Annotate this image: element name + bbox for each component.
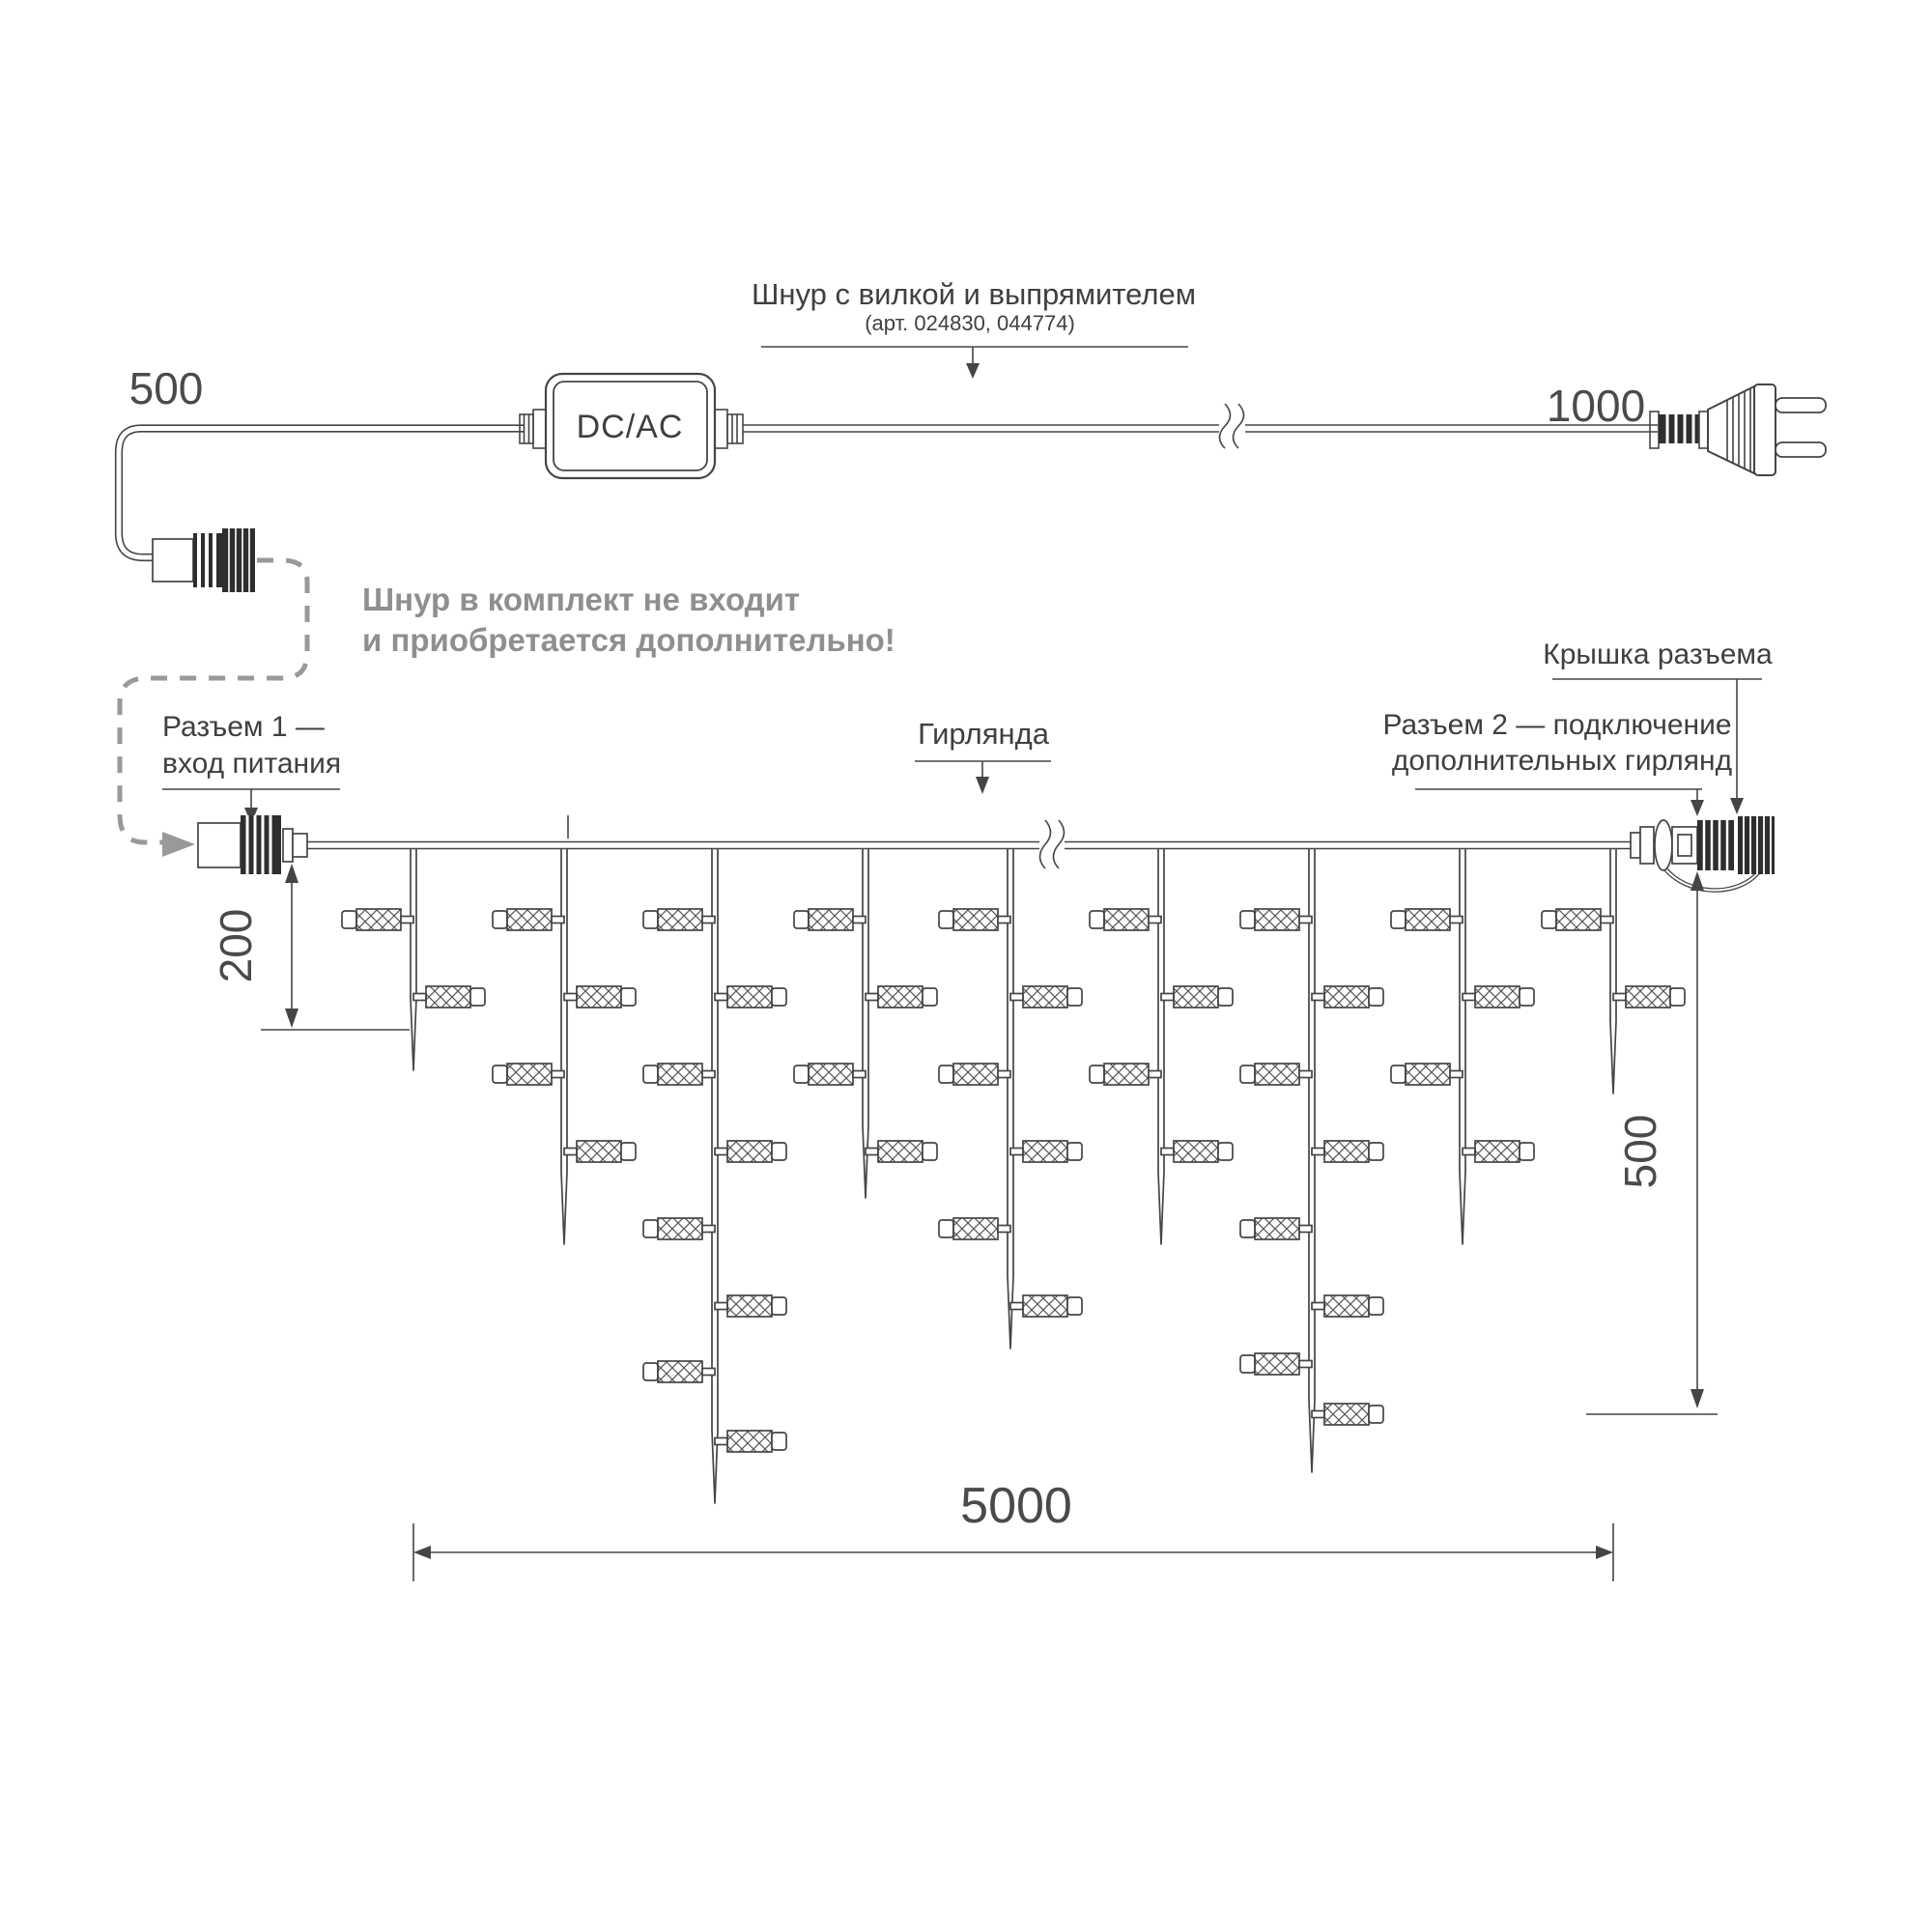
arrow-down-icon	[976, 777, 989, 794]
connector2-callout	[1382, 709, 1732, 816]
led-lamp-icon	[794, 909, 866, 930]
cord-left-loop	[119, 429, 524, 558]
led-lamp-icon	[1240, 909, 1312, 930]
garland-drop	[1391, 849, 1534, 1244]
arrow-up-icon	[285, 864, 298, 883]
garland-label: Гирлянда	[918, 717, 1049, 751]
garland-connector2	[1631, 816, 1775, 891]
power-plug	[1650, 384, 1826, 475]
led-lamp-icon	[939, 909, 1010, 930]
arrow-right-icon	[1596, 1546, 1613, 1559]
plug-pin	[1776, 398, 1826, 412]
led-lamp-icon	[1010, 1141, 1082, 1162]
led-lamp-icon	[413, 986, 485, 1008]
dim-500-drop	[1586, 871, 1718, 1414]
led-lamp-icon	[1090, 1064, 1161, 1085]
cord-subtitle: (арт. 024830, 044774)	[865, 311, 1075, 335]
led-lamp-icon	[493, 1064, 564, 1085]
garland-callout	[915, 717, 1051, 794]
arrow-down-icon	[1730, 798, 1744, 814]
connector1-callout	[162, 711, 341, 824]
power-cord-assembly	[119, 277, 1826, 592]
garland-drop	[493, 849, 636, 1244]
led-lamp-icon	[715, 1431, 786, 1452]
dim-5000	[413, 1478, 1613, 1581]
tether-ring-icon	[1655, 820, 1672, 870]
led-lamp-icon	[643, 1361, 715, 1382]
led-lamp-icon	[1010, 986, 1082, 1008]
arrow-left-icon	[413, 1546, 431, 1559]
not-included-note	[362, 582, 895, 658]
led-lamp-icon	[794, 1064, 866, 1085]
led-lamp-icon	[1161, 1141, 1233, 1162]
not-included-route	[120, 560, 307, 857]
arrow-down-icon	[1690, 800, 1704, 816]
dim-500-drop-label: 500	[1615, 1114, 1665, 1189]
cord-end-connector	[153, 528, 255, 592]
led-lamp-icon	[1240, 1218, 1312, 1239]
led-lamp-icon	[643, 1064, 715, 1085]
connector1-label-line1: Разъем 1 —	[162, 711, 325, 743]
dim-200-label: 200	[211, 908, 261, 983]
garland-drops	[342, 849, 1685, 1503]
led-lamp-icon	[643, 1218, 715, 1239]
connector2-label-line2: дополнительных гирлянд	[1391, 745, 1733, 777]
dim-200	[211, 864, 410, 1030]
cord-to-plug	[743, 404, 1658, 448]
led-lamp-icon	[1463, 986, 1534, 1008]
led-lamp-icon	[866, 1141, 937, 1162]
dim-5000-label: 5000	[960, 1478, 1072, 1534]
arrow-up-icon	[1690, 871, 1704, 891]
led-lamp-icon	[1161, 986, 1233, 1008]
garland-wire	[307, 815, 1633, 868]
garland-drop	[1090, 849, 1233, 1244]
led-lamp-icon	[715, 1141, 786, 1162]
cord-title-callout	[752, 277, 1196, 379]
led-lamp-icon	[643, 909, 715, 930]
cable-break-icon	[1219, 404, 1245, 448]
arrow-down-icon	[1690, 1389, 1704, 1408]
led-lamp-icon	[493, 909, 564, 930]
led-lamp-icon	[1312, 1295, 1383, 1317]
connector2-label-line1: Разъем 2 — подключение	[1382, 709, 1732, 741]
led-lamp-icon	[866, 986, 937, 1008]
led-lamp-icon	[1391, 909, 1463, 930]
wire-break-icon	[1039, 820, 1065, 868]
garland-drop	[1542, 849, 1685, 1094]
led-lamp-icon	[1542, 909, 1613, 930]
led-lamp-icon	[1312, 986, 1383, 1008]
led-lamp-icon	[1613, 986, 1685, 1008]
led-lamp-icon	[564, 1141, 636, 1162]
led-lamp-icon	[1312, 1404, 1383, 1425]
arrow-down-icon	[285, 1009, 298, 1028]
led-lamp-icon	[1463, 1141, 1534, 1162]
led-lamp-icon	[564, 986, 636, 1008]
garland-drop	[794, 849, 937, 1198]
dim-1000: 1000	[1546, 381, 1646, 431]
connector2-body	[1697, 820, 1734, 870]
note-line1: Шнур в комплект не входит	[362, 582, 801, 617]
arrow-down-icon	[966, 363, 980, 379]
plug-pin	[1776, 442, 1826, 457]
connector1-label-line2: вход питания	[162, 748, 342, 780]
garland-drop	[643, 849, 786, 1503]
cap-label: Крышка разъема	[1543, 639, 1773, 670]
led-lamp-icon	[1312, 1141, 1383, 1162]
garland-connector1	[198, 815, 307, 874]
dcac-converter	[520, 374, 743, 478]
dim-500-left: 500	[128, 363, 204, 413]
led-lamp-icon	[715, 1295, 786, 1317]
led-lamp-icon	[342, 909, 413, 930]
led-lamp-icon	[939, 1064, 1010, 1085]
led-lamp-icon	[1010, 1295, 1082, 1317]
led-lamp-icon	[1240, 1064, 1312, 1085]
garland-drop	[342, 849, 485, 1070]
gray-arrow-right-icon	[162, 832, 195, 857]
led-lamp-icon	[715, 986, 786, 1008]
led-lamp-icon	[1240, 1353, 1312, 1375]
cord-title: Шнур с вилкой и выпрямителем	[751, 277, 1197, 311]
led-lamp-icon	[1090, 909, 1161, 930]
dcac-label: DC/AC	[576, 409, 684, 445]
note-line2: и приобретается дополнительно!	[362, 622, 895, 658]
garland-drop	[1240, 849, 1383, 1472]
garland-drop	[939, 849, 1082, 1349]
led-lamp-icon	[939, 1218, 1010, 1239]
led-lamp-icon	[1391, 1064, 1463, 1085]
